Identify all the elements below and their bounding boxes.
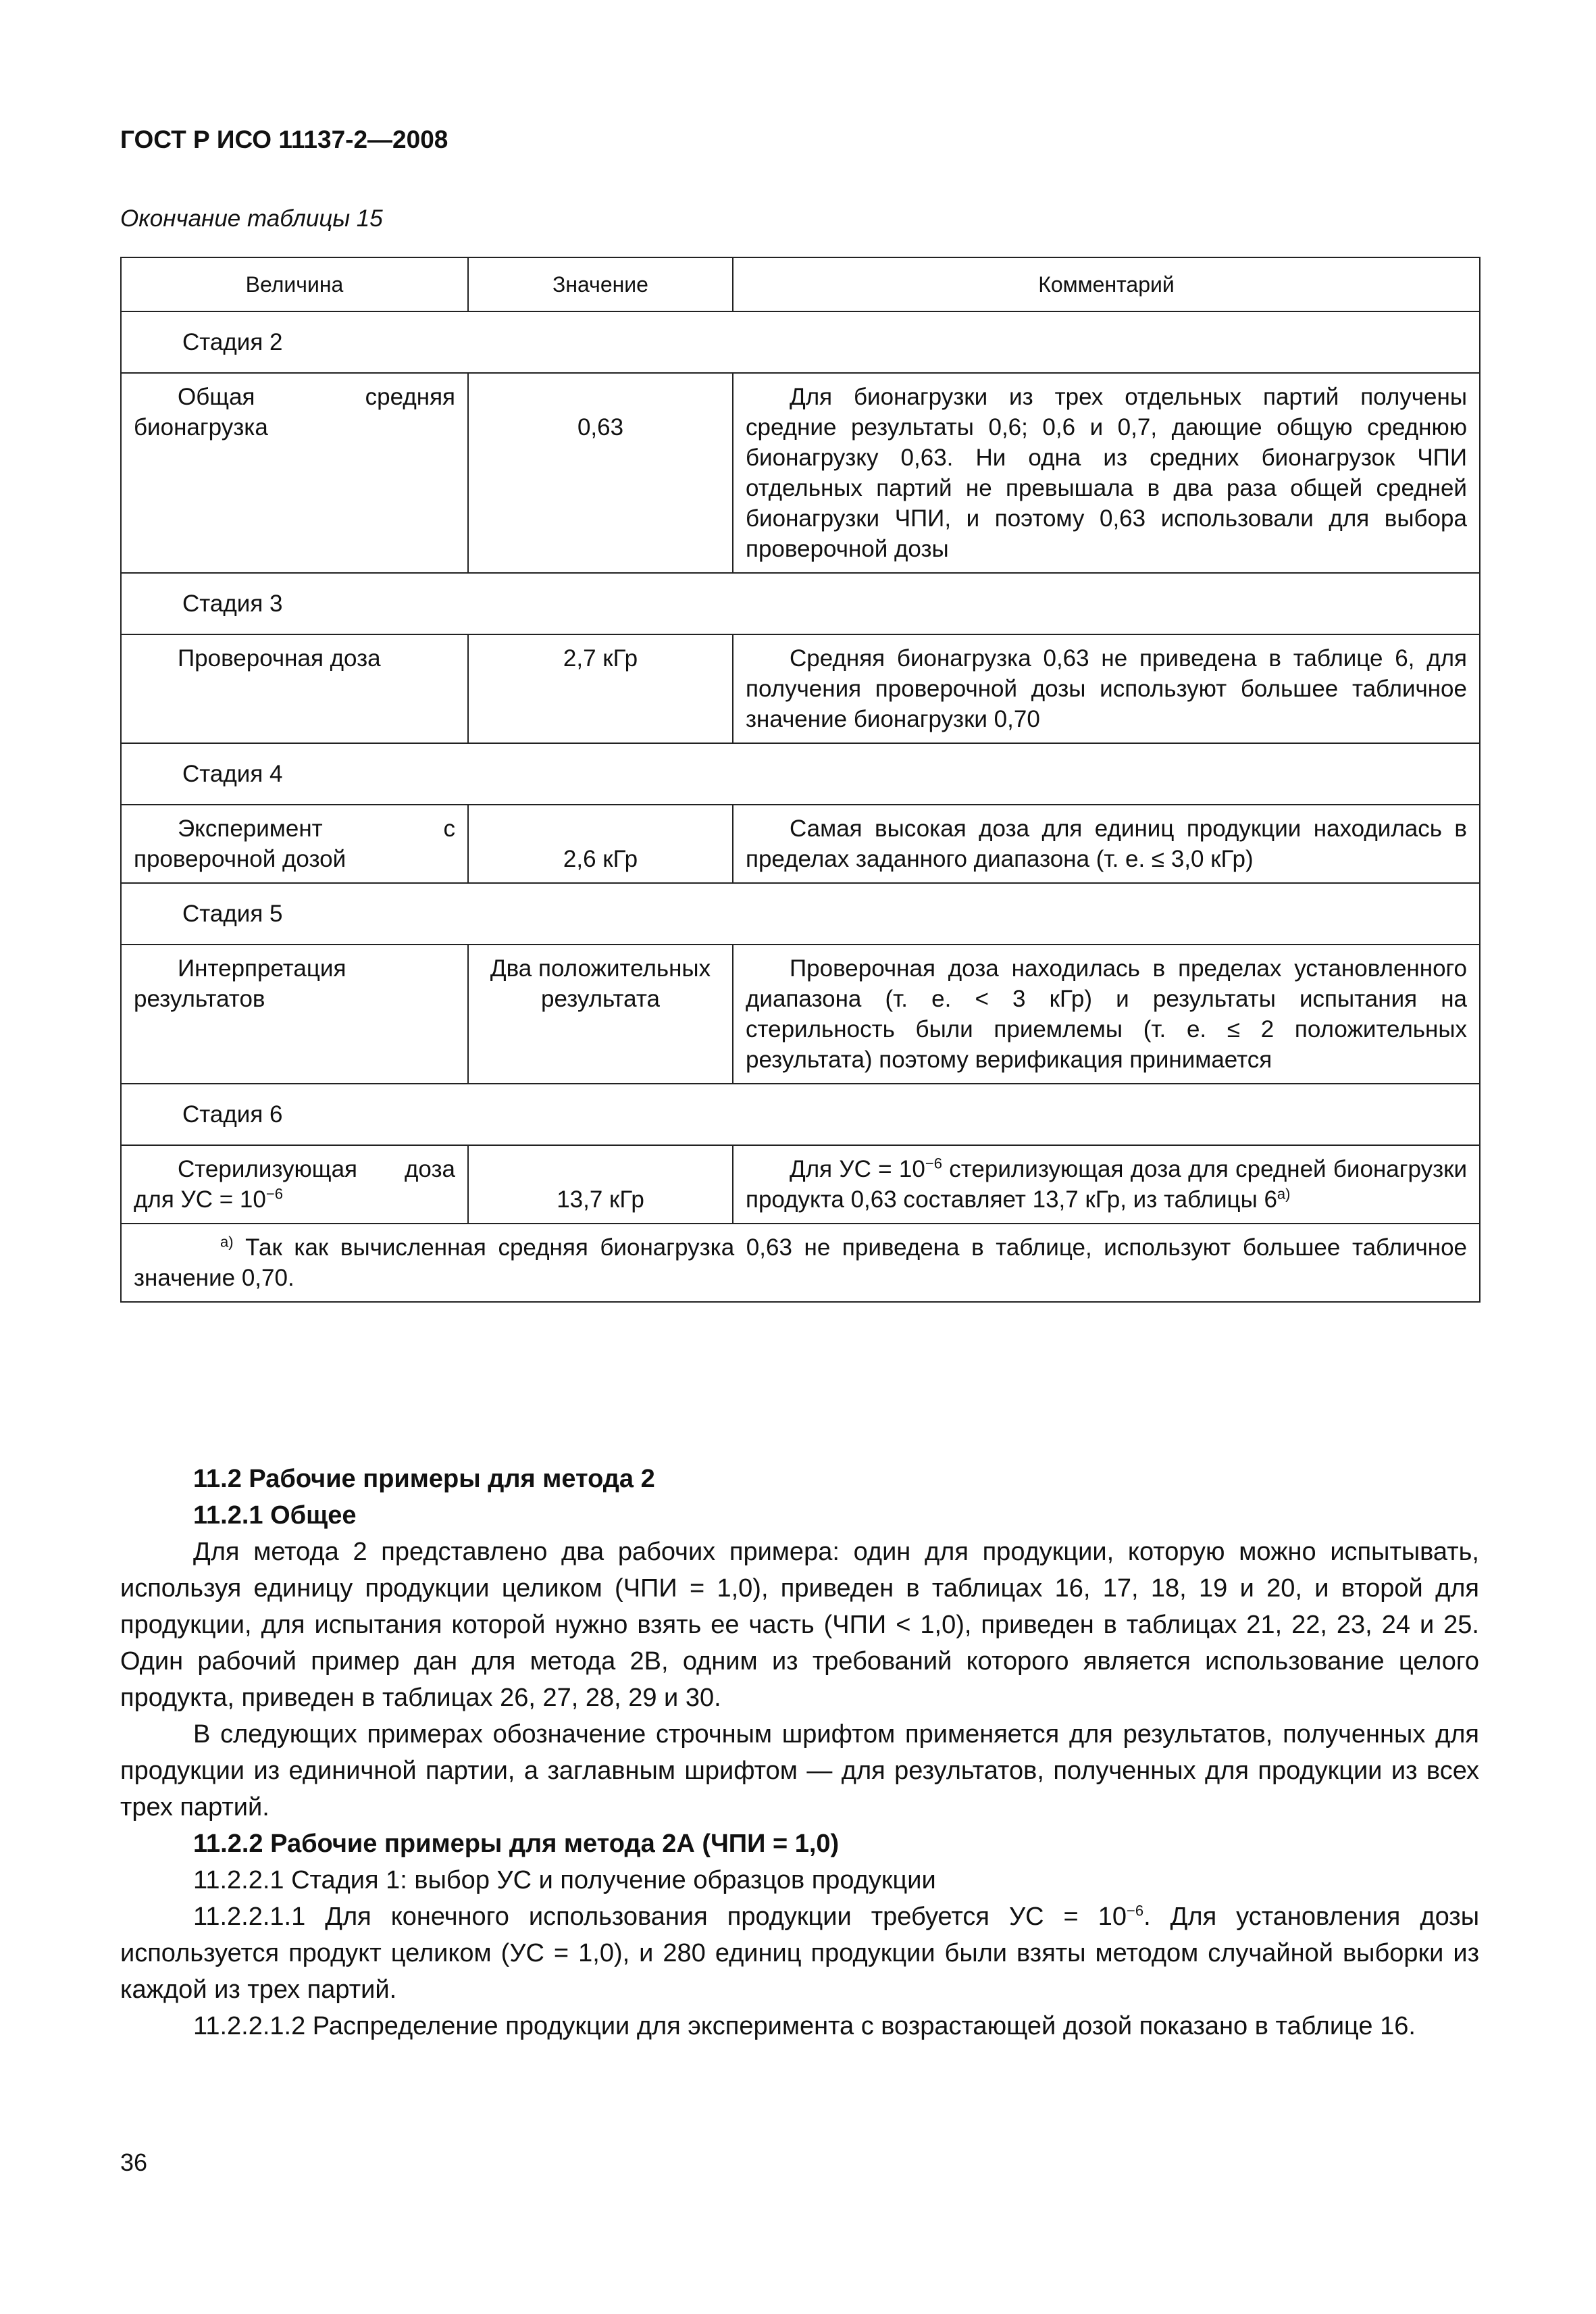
quantity-cell: Общая средняя бионагрузка — [121, 373, 468, 573]
value-cell: 0,63 — [468, 373, 733, 573]
stage-row — [121, 1084, 1480, 1145]
paragraph — [120, 1898, 1479, 2008]
comment-cell: Проверочная доза находилась в пределах установленного диапазона (т. е. < 3 кГр) и результаты испытания на стерильность были приемлемы (т. е. ≤ 2 положительных результата) поэтому верификация принимается — [733, 945, 1480, 1084]
exponent: −6 — [925, 1155, 942, 1172]
value-cell: 13,7 кГр — [468, 1145, 733, 1224]
table-row — [121, 805, 1480, 883]
exponent: −6 — [265, 1185, 283, 1203]
body-text — [120, 1461, 1479, 2044]
document-header: ГОСТ Р ИСО 11137-2—2008 — [120, 126, 448, 153]
table-header-row — [121, 257, 1480, 311]
quantity-cell: Эксперимент с проверочной дозой — [121, 805, 468, 883]
quantity-cell: Проверочная доза — [121, 634, 468, 743]
paragraph: Для метода 2 представлено два рабочих примера: один для продукции, которую можно испытывать, используя единицу продукции целиком (ЧПИ = 1,0), приведен в таблицах 16, 17, 18, 19 и 20, и второй для продукции, для испытания которой нужно взять ее часть (ЧПИ < 1,0), приведен в таблицах 21, 22, 23, 24 и 25. Один рабочий пример дан для метода 2B, одним из требований которого является использование целого продукта, приведен в таблицах 26, 27, 28, 29 и 30. — [120, 1538, 1479, 1712]
table-row — [121, 373, 1480, 573]
quantity-cell — [121, 1145, 468, 1224]
stage-5-label: Стадия 5 — [121, 883, 1480, 945]
footnote-row — [121, 1224, 1480, 1302]
stage-row — [121, 573, 1480, 634]
comment-cell: Средняя бионагрузка 0,63 не приведена в таблице 6, для получения проверочной дозы используют большее табличное значение бионагрузки 0,70 — [733, 634, 1480, 743]
footnote-cell — [121, 1224, 1480, 1302]
comment-cell: Для бионагрузки из трех отдельных партий получены средние результаты 0,6; 0,6 и 0,7, дающие общую среднюю бионагрузку 0,63. Ни одна из средних бионагрузок ЧПИ отдельных партий не превышала в два раза общей средней бионагрузки ЧПИ, и поэтому 0,63 использовали для выбора проверочной дозы — [733, 373, 1480, 573]
paragraph: В следующих примерах обозначение строчным шрифтом применяется для результатов, полученных для продукции из единичной партии, а заглавным шрифтом — для результатов, полученных для продукции из всех трех партий. — [120, 1720, 1479, 1821]
footnote-mark: a) — [220, 1233, 234, 1251]
stage-row — [121, 743, 1480, 805]
page-number: 36 — [120, 2148, 148, 2176]
table-row — [121, 945, 1480, 1084]
value-cell: 2,6 кГр — [468, 805, 733, 883]
comment-cell: Самая высокая доза для единиц продукции находилась в пределах заданного диапазона (т. е. ≤ 3,0 кГр) — [733, 805, 1480, 883]
value-cell: Два положительных результата — [468, 945, 733, 1084]
column-header-comment: Комментарий — [733, 257, 1480, 311]
stage-2-label: Стадия 2 — [121, 311, 1480, 373]
table-row — [121, 634, 1480, 743]
quantity-cell: Интерпретация результатов — [121, 945, 468, 1084]
comment-text: стерилизующая доза для средней бионагрузки продукта 0,63 составляет 13,7 кГр, из таблицы 6 — [746, 1156, 1467, 1213]
stage-6-label: Стадия 6 — [121, 1084, 1480, 1145]
stage-row — [121, 311, 1480, 373]
comment-text: Для УС = 10 — [790, 1156, 925, 1182]
comment-cell — [733, 1145, 1480, 1224]
footnote-ref: a) — [1277, 1185, 1291, 1203]
heading-11-2-2: 11.2.2 Рабочие примеры для метода 2А (ЧПИ = 1,0) — [193, 1830, 840, 1858]
stage-4-label: Стадия 4 — [121, 743, 1480, 805]
heading-11-2-1: 11.2.1 Общее — [193, 1501, 357, 1530]
exponent: −6 — [1127, 1902, 1144, 1919]
table-15-end — [120, 257, 1481, 1303]
table-caption: Окончание таблицы 15 — [120, 205, 383, 232]
heading-11-2: 11.2 Рабочие примеры для метода 2 — [193, 1465, 655, 1493]
column-header-value: Значение — [468, 257, 733, 311]
table-row — [121, 1145, 1480, 1224]
paragraph-text: . Для установления дозы используется продукт целиком (УС = 1,0), и 280 единиц продукции были взяты методом случайной выборки из каждой из трех партий. — [120, 1903, 1480, 2004]
value-cell: 2,7 кГр — [468, 634, 733, 743]
paragraph: 11.2.2.1.2 Распределение продукции для эксперимента с возрастающей дозой показано в таблице 16. — [193, 2012, 1416, 2040]
column-header-quantity: Величина — [121, 257, 468, 311]
footnote-text: Так как вычисленная средняя бионагрузка 0,63 не приведена в таблице, используют большее табличное значение 0,70. — [134, 1234, 1467, 1291]
stage-3-label: Стадия 3 — [121, 573, 1480, 634]
quantity-text: Стерилизующая доза для УС = 10 — [134, 1156, 455, 1213]
paragraph: 11.2.2.1 Стадия 1: выбор УС и получение образцов продукции — [193, 1866, 936, 1894]
paragraph-text: 11.2.2.1.1 Для конечного использования продукции требуется УС = 10 — [193, 1903, 1127, 1931]
stage-row — [121, 883, 1480, 945]
